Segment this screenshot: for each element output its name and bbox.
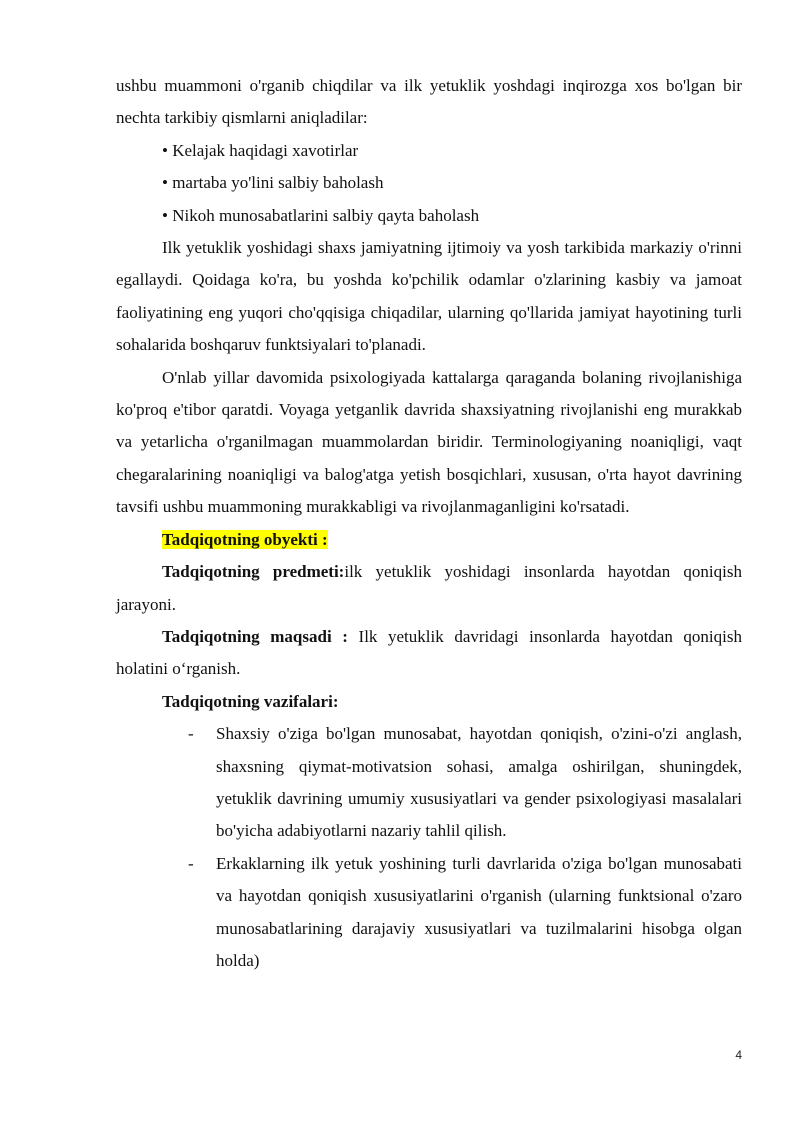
research-subject-label: Tadqiqotning predmeti:: [162, 562, 345, 582]
research-goal: [116, 621, 742, 686]
research-goal-text: Ilk yetuklik davridagi insonlarda hayotdan qoniqish holatini o‘rganish.: [116, 626, 742, 679]
research-task-text: Erkaklarning ilk yetuk yoshining turli davrlarida o'ziga bo'lgan munosabati va hayotdan qoniqish xususiyatlarini o'rganish (ularning funktsional o'zaro munosabatlarining darajaviy xususiyatlari va tuzilmalarini hisobga olgan holda): [216, 853, 742, 970]
body-paragraph: Ilk yetuklik yoshidagi shaxs jamiyatning ijtimoiy va yosh tarkibida markaziy o'rinni egallaydi. Qoidaga ko'ra, bu yoshda ko'pchilik odamlar o'zlarining kasbiy va jamoat faoliyatining eng yuqori cho'qqisiga chiqadilar, ularning qo'llarida jamiyat hayotining turli sohalarida boshqaruv funktsiyalari to'planadi.: [116, 238, 742, 355]
research-tasks-list: [116, 718, 742, 977]
task-dash-marker: -: [188, 853, 194, 873]
research-task-item: [116, 848, 742, 978]
research-subject-text: ilk yetuklik yoshidagi insonlarda hayotdan qoniqish jarayoni.: [116, 562, 742, 614]
research-task-item: [116, 718, 742, 848]
research-tasks-heading: Tadqiqotning vazifalari:: [162, 691, 339, 711]
task-dash-marker: -: [188, 724, 194, 744]
research-goal-label: Tadqiqotning maqsadi :: [162, 626, 359, 646]
research-object-label: Tadqiqotning obyekti :: [162, 529, 328, 549]
research-object: [116, 524, 742, 556]
page-number: 4: [735, 1048, 742, 1062]
research-subject: [116, 556, 742, 621]
bullet-item: • Nikoh munosabatlarini salbiy qayta baholash: [162, 205, 480, 225]
research-task-text: Shaxsiy o'ziga bo'lgan munosabat, hayotdan qoniqish, o'zini-o'zi anglash, shaxsning qiymat-motivatsion sohasi, amalga oshirilgan, shuningdek, yetuklik davrining umumiy xususiyatlari va gender psixologiyasi masalalari bo'yicha adabiyotlarni nazariy tahlil qilish.: [216, 724, 742, 841]
bullet-item: • martaba yo'lini salbiy baholash: [162, 173, 384, 193]
body-paragraph: O'nlab yillar davomida psixologiyada kattalarga qaraganda bolaning rivojlanishiga ko'proq e'tibor qaratdi. Voyaga yetganlik davrida shaxsiyatning rivojlanishi eng murakkab va yetarlicha o'rganilmagan muammolardan biridir. Terminologiyaning noaniqligi, vaqt chegaralarining noaniqligi va balog'atga yetish bosqichlari, xususan, o'rta hayot davrining tavsifi ushbu muammoning murakkabligi va rivojlanmaganligini ko'rsatadi.: [116, 367, 742, 517]
intro-paragraph: ushbu muammoni o'rganib chiqdilar va ilk yetuklik yoshdagi inqirozga xos bo'lgan bir nechta tarkibiy qismlarni aniqladilar:: [116, 76, 742, 128]
bullet-item: • Kelajak haqidagi xavotirlar: [162, 140, 359, 160]
document-page: [116, 70, 742, 977]
